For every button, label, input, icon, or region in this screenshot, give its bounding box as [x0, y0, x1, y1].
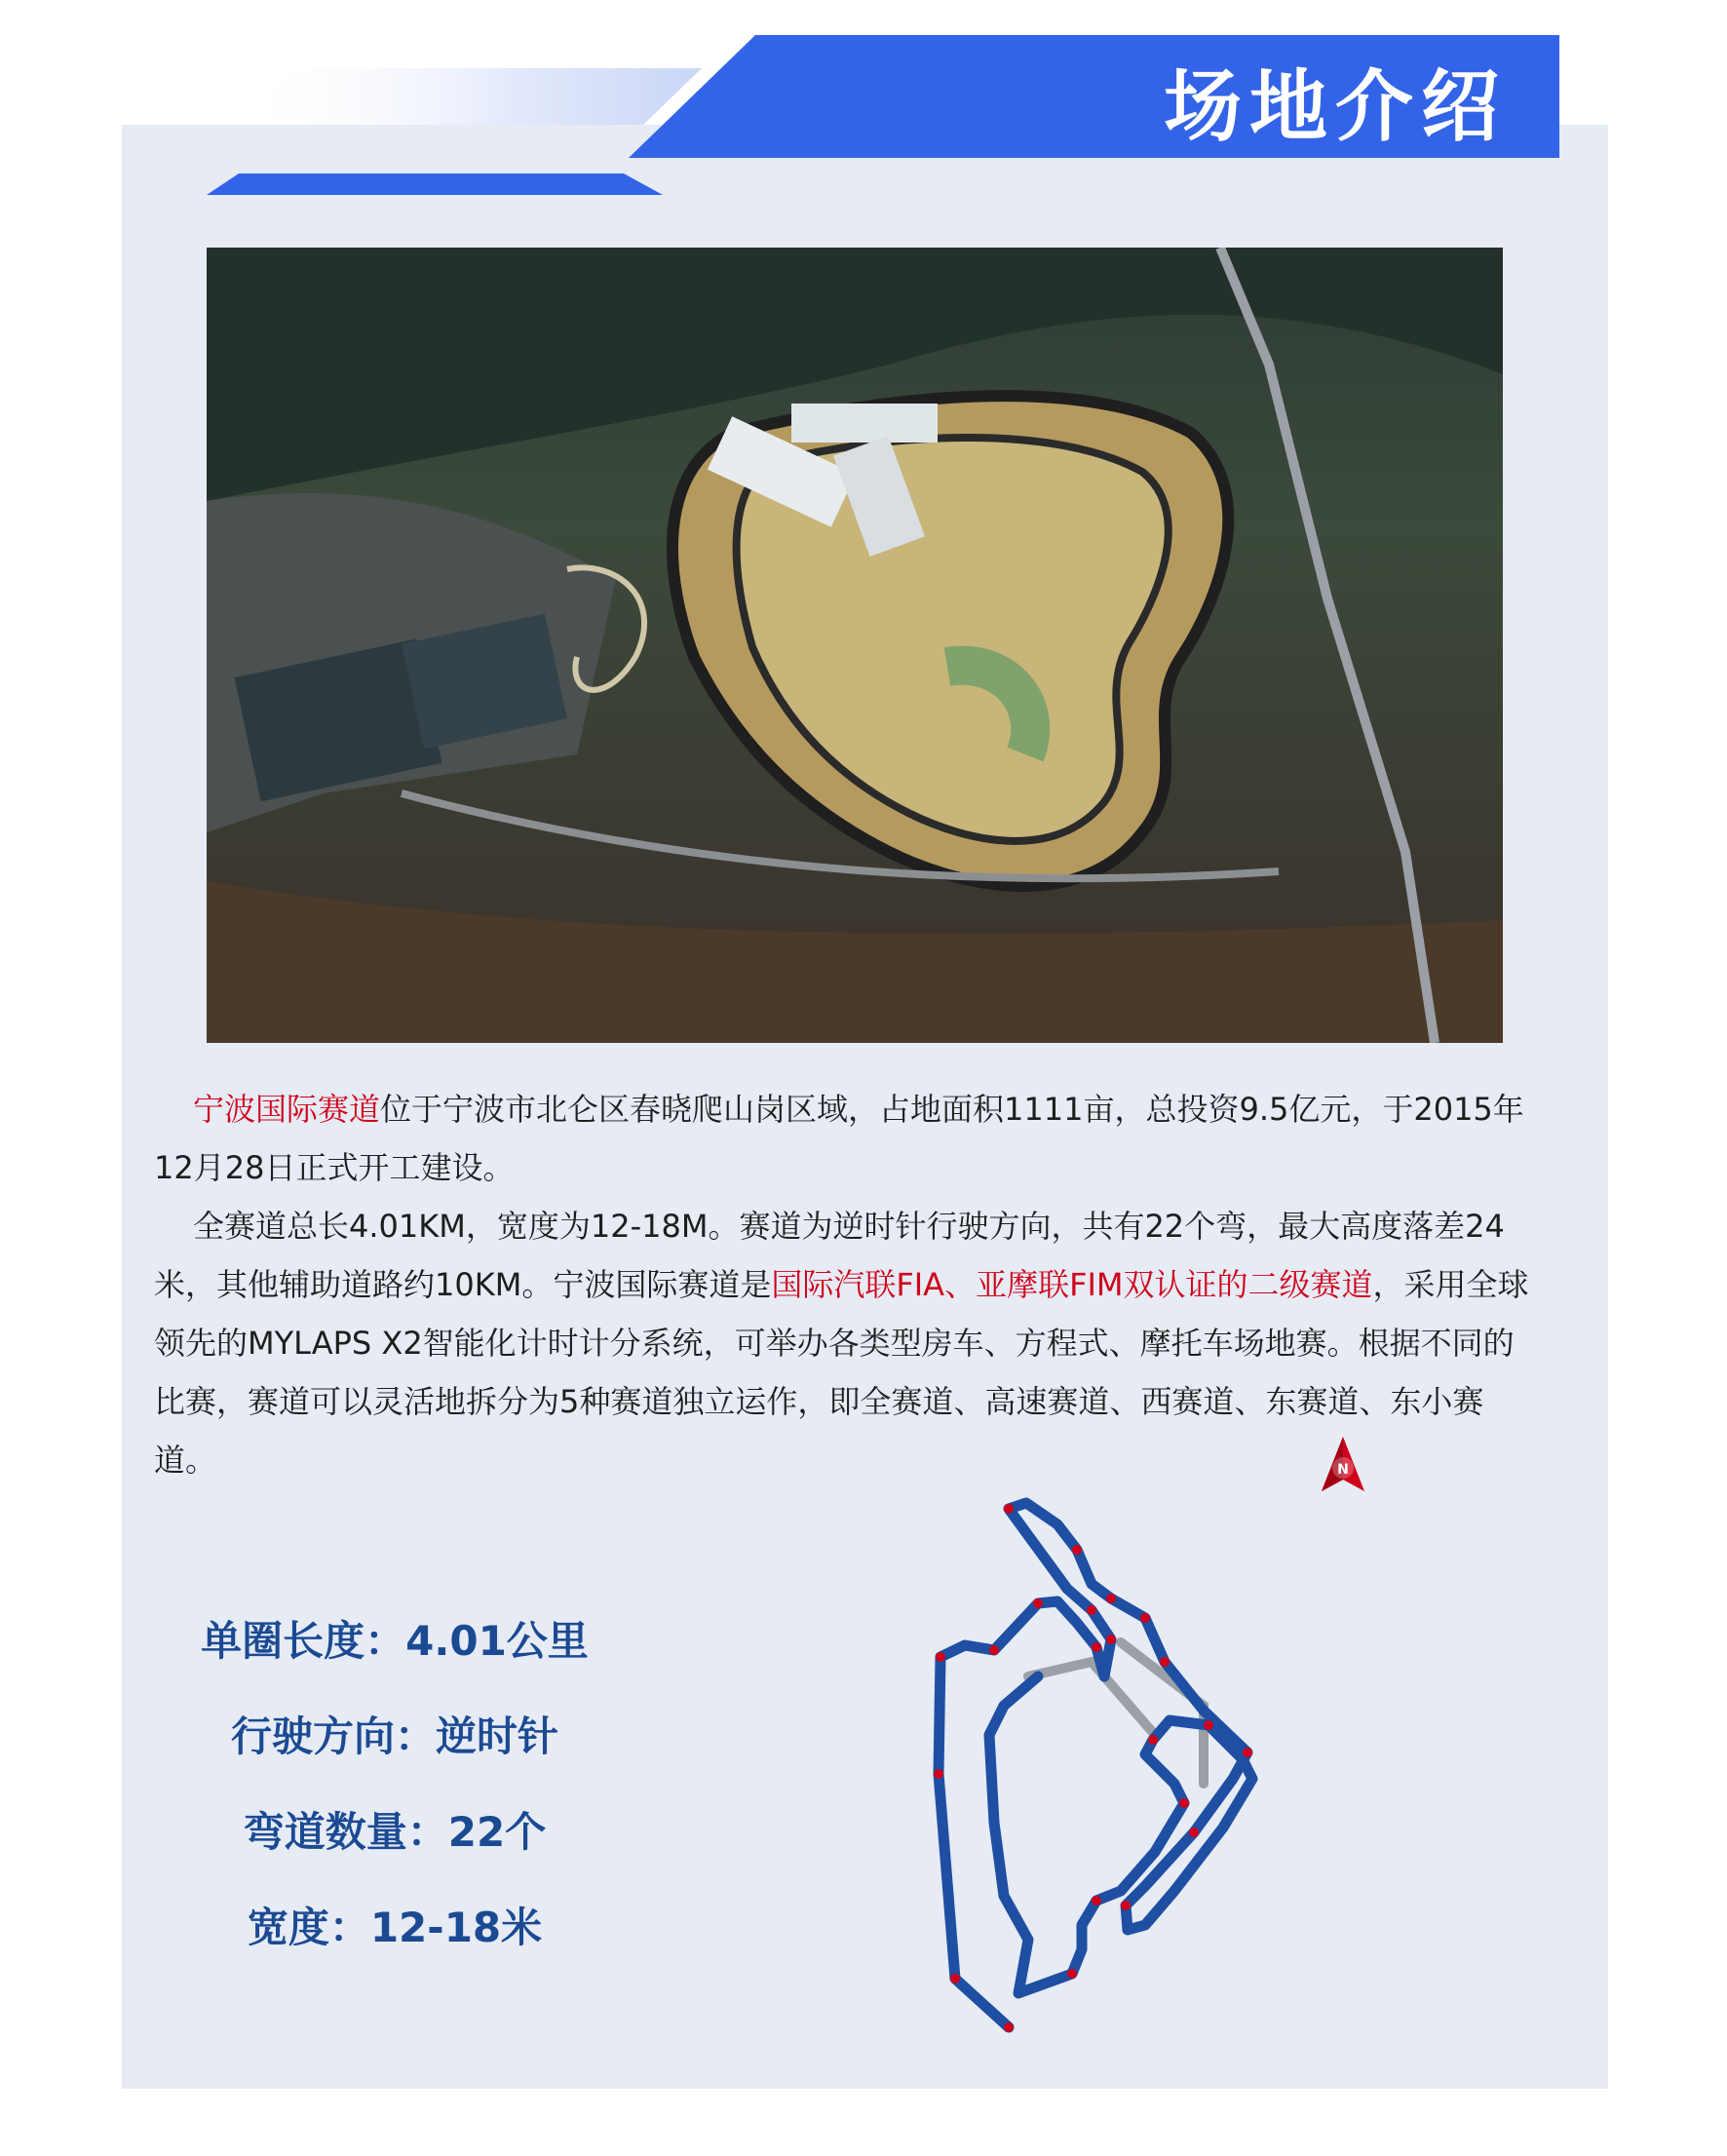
intro-paragraph-2-text-after: ，采用全球领先的MYLAPS X2智能化计时计分系统，可举办各类型房车、方程式、摩托车场地赛。根据不同的比赛，赛道可以灵活地拆分为5种赛道独立运作，即全赛道、高速赛道、西赛道、东赛道、东小赛道。 — [154, 1266, 1529, 1479]
page-title: 场地介绍 — [1164, 61, 1507, 152]
track-map — [911, 1491, 1321, 2047]
compass-letter: N — [1337, 1462, 1349, 1478]
intro-paragraph-1-text: 位于宁波市北仑区春晓爬山岗区域，占地面积1111亩，总投资9.5亿元，于2015年12月28日正式开工建设。 — [154, 1091, 1524, 1186]
intro-paragraph-1 — [154, 1080, 1538, 1197]
circuit-name-highlight: 宁波国际赛道 — [193, 1091, 381, 1128]
aerial-circuit-photo — [207, 248, 1503, 1043]
certification-highlight: 国际汽联FIA、亚摩联FIM双认证的二级赛道 — [771, 1266, 1373, 1303]
header-banner — [0, 0, 1727, 214]
spec-direction: 行驶方向：逆时针 — [230, 1713, 558, 1760]
intro-paragraph-2-text-before: 全赛道总长4.01KM，宽度为12-18M。赛道为逆时针行驶方向，共有22个弯，最大高度落差24米，其他辅助道路约10KM。宁波国际赛道是 — [154, 1208, 1505, 1303]
spec-corner-count: 弯道数量：22个 — [243, 1808, 547, 1856]
compass-icon — [1318, 1435, 1368, 1497]
intro-text — [154, 1080, 1538, 1489]
track-specs — [156, 1594, 633, 1976]
spec-width: 宽度：12-18米 — [247, 1904, 543, 1951]
spec-lap-length: 单圈长度：4.01公里 — [201, 1617, 589, 1665]
